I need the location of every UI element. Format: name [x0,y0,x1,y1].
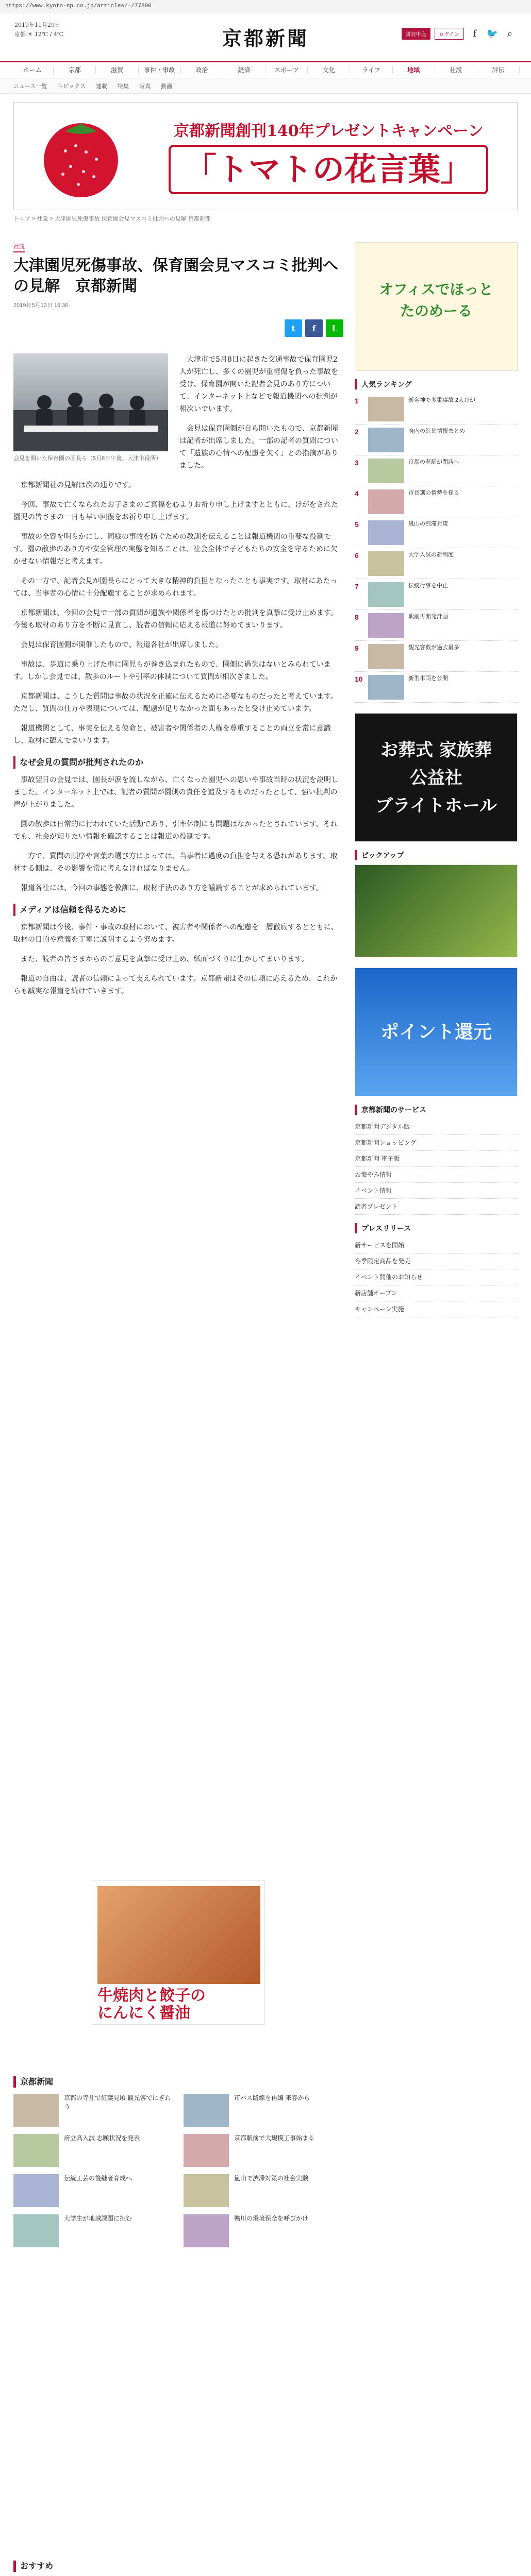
ranking-list [355,394,518,703]
ranking-number: 5 [355,520,359,529]
line-share-icon[interactable]: L [326,319,343,337]
ranking-number: 2 [355,428,359,436]
press-link[interactable]: 冬季限定商品を発売 [355,1253,518,1269]
sidebar-ad-2[interactable] [355,713,518,842]
sub-nav [0,78,531,94]
service-link[interactable]: 京都新聞デジタル版 [355,1119,518,1135]
recommend-section [13,2561,343,2576]
article-paragraph: 報道の自由は、読者の信頼によって支えられています。京都新聞はその信頼に応えるため、これからも誠実な報道を続けていきます。 [13,975,338,995]
sidebar [355,242,518,1317]
article-body [13,353,343,997]
search-icon[interactable]: ⌕ [507,28,513,39]
ranking-title: 人気ランキング [355,379,518,389]
article-paragraph: 京都新聞は、こうした質問は事故の状況を正確に伝えるために必要なものだったと考えています。ただし、質問の仕方や表現については、配慮が足りなかった面もあったと受け止めています。 [13,692,338,713]
section-title: おすすめ [13,2561,343,2572]
banner-title: 「トマトの花言葉」 [169,145,488,194]
people-icon [13,353,168,451]
list-item[interactable] [13,2094,173,2127]
subnav-item[interactable]: 写真 [139,83,151,90]
list-item[interactable] [184,2174,343,2207]
ranking-item[interactable] [355,517,518,548]
ranking-thumbnail [368,397,404,421]
facebook-icon[interactable]: f [473,28,477,39]
share-buttons [285,319,343,337]
header-actions [402,27,517,40]
list-item-title: 伝統工芸の後継者育成へ [64,2175,132,2182]
nav-item[interactable]: 事件・事故 [139,66,181,74]
sidebar-ad-3[interactable] [355,968,518,1096]
thumbnail-image [184,2174,229,2207]
ranking-thumbnail [368,551,404,576]
photo-caption: 会見を開いた保育園の園長ら（5月8日午後、大津市役所） [13,455,162,462]
subscribe-button[interactable]: 購読申込 [402,28,430,40]
ranking-item[interactable] [355,486,518,517]
thumbnail-image [184,2134,229,2167]
article-photo[interactable] [13,353,168,463]
list-item-title: 嵐山で渋滞対策の社会実験 [234,2175,309,2182]
ranking-thumbnail [368,644,404,669]
ad-food-image [97,1886,260,1984]
ranking-item[interactable] [355,425,518,455]
ranking-title-text: 大学入試の新制度 [408,552,454,558]
thumbnail-image [13,2134,59,2167]
ranking-title-text: 伝統行事を中止 [408,583,448,589]
press-link[interactable]: 新店舗オープン [355,1285,518,1301]
ranking-number: 8 [355,613,359,621]
service-link[interactable]: 京都新聞ショッピング [355,1135,518,1151]
header-date: 2019年11月29日 [14,22,60,28]
press-conference-photo [13,353,168,451]
thumbnail-image [184,2094,229,2127]
article-paragraph: 園の散歩は日常的に行われていた活動であり、引率体制にも問題はなかったとされています。それでも、社会が知りたい情報を確認することは報道の役割です。 [13,820,338,841]
article-date: 2019年5月13日 16:36 [13,302,69,309]
ranking-title-text: 京都の老舗が閉店へ [408,459,459,465]
article-paragraph: 今回、事故で亡くなられたお子さまのご冥福を心よりお祈り申し上げますとともに、けがをされた園児の皆さまの一日も早い回復をお祈り申し上げます。 [13,501,338,521]
banner-headline: 京都新聞創刊140年プレゼントキャンペーン [174,122,484,140]
site-header [0,13,531,61]
ranking-thumbnail [368,613,404,638]
list-item[interactable] [13,2134,173,2167]
header-info [14,21,138,39]
nav-item[interactable]: スポーツ [266,66,308,74]
nav-item[interactable]: 京都 [54,66,96,74]
article-paragraph: 事故の全容を明らかにし、同様の事故を防ぐための教訓を伝えることは報道機関の重要な役割です。園の散歩のあり方や安全管理の実態を知ることは、社会全体で子どもたちの安全を守るために欠かせない情報だと考えます。 [13,533,338,566]
services-title: 京都新聞のサービス [355,1105,518,1115]
list-item-title: 鴨川の環境保全を呼びかけ [234,2215,309,2222]
ranking-title-text: 嵐山の渋滞対策 [408,521,448,527]
service-link[interactable]: 京都新聞 電子版 [355,1151,518,1167]
subnav-item[interactable]: 特集 [117,83,129,90]
list-item[interactable] [13,2174,173,2207]
ranking-item[interactable] [355,579,518,610]
nav-item[interactable]: 滋賀 [96,66,138,74]
login-button[interactable]: ログイン [435,28,464,40]
article-subhead: メディアは信頼を得るために [13,904,343,916]
ad-mid-text: 牛焼肉と餃子の にんにく醤油 [97,1987,206,2022]
list-item-title: 大学生が地域課題に挑む [64,2215,132,2222]
breadcrumb: トップ > 社説 > 大津園児死傷事故 保育園会見マスコミ批判への見解 京都新聞 [13,216,211,222]
article-paragraph: 一方で、質問の順序や言葉の選び方によっては、当事者に過度の負担を与える恐れがあります。取材する側は、その影響を常に考えなければなりません。 [13,852,338,873]
thumbnail-image [184,2214,229,2247]
ranking-thumbnail [368,675,404,700]
ranking-item[interactable] [355,641,518,672]
ranking-number: 9 [355,644,359,652]
list-item-title: 市バス路線を再編 来春から [234,2094,310,2102]
ranking-title-text: 観光客数が過去最多 [408,645,459,651]
list-item-title: 府立高入試 志願状況を発表 [64,2134,140,2142]
global-nav [0,61,531,78]
ranking-title-text: 府内の紅葉情報まとめ [408,428,465,434]
nav-item[interactable]: 文化 [308,66,350,74]
article-paragraph: 会見は保育園側が開催したもので、報道各社が出席しました。 [21,641,223,649]
thumbnail-image [13,2094,59,2127]
service-link[interactable]: 読者プレゼント [355,1199,518,1215]
nav-item[interactable]: 社説 [435,66,477,74]
nav-item[interactable]: ホーム [11,66,54,74]
main-column [13,242,343,2576]
article-paragraph: 報道機関として、事実を伝える使命と、被害者や関係者の人権を尊重することの両立を常に意識し、取材に臨んでまいります。 [13,724,331,745]
services-list [355,1119,518,1215]
service-link[interactable]: お悔やみ情報 [355,1167,518,1183]
article-paragraph: 京都新聞は今後、事件・事故の取材において、被害者や関係者への配慮を一層徹底するとともに、取材の目的や意義を丁寧に説明するよう努めます。 [13,923,338,944]
ranking-number: 6 [355,551,359,560]
ranking-title-text: 新型車両を公開 [408,675,448,682]
ranking-thumbnail [368,459,404,483]
sidebar-ad-1-text: オフィスでほっと たのめーる [379,281,493,319]
ranking-thumbnail [368,489,404,514]
article-paragraph: 大津市で5月8日に起きた交通事故で保育園児2人が死亡し、多くの園児が重軽傷を負った事故を受け、保育園が開いた記者会見のあり方について、インターネット上などで報道機関への批判が相次いでいます。 [179,355,338,413]
subnav-item[interactable]: 動画 [160,83,172,90]
press-link[interactable]: キャンペーン実施 [355,1301,518,1317]
thumbnail-image [13,2214,59,2247]
section-title: 京都新聞 [13,2076,343,2088]
section-grid [13,2094,343,2247]
nav-item[interactable]: 政治 [181,66,223,74]
subnav-item[interactable]: ニュース一覧 [13,83,47,90]
ranking-item[interactable] [355,455,518,486]
ranking-number: 7 [355,582,359,590]
recommend-section [13,2076,343,2247]
press-link[interactable]: 新サービスを開始 [355,1238,518,1253]
ranking-item[interactable] [355,610,518,641]
ranking-number: 4 [355,489,359,498]
ranking-number: 3 [355,459,359,467]
list-item[interactable] [184,2094,343,2127]
ranking-number: 1 [355,397,359,405]
press-link[interactable]: イベント開催のお知らせ [355,1269,518,1285]
list-item-title: 京都駅前で大規模工事始まる [234,2134,315,2142]
ranking-thumbnail [368,520,404,545]
tomato-icon [35,110,127,202]
nav-item[interactable]: 経済 [223,66,266,74]
article-title: 大津園児死傷事故、保育園会見マスコミ批判への見解 京都新聞 [13,257,338,295]
facebook-share-icon[interactable]: f [305,319,323,337]
pickup-image[interactable] [355,865,518,957]
list-item[interactable] [13,2214,173,2247]
nav-item[interactable]: 評伝 [477,66,520,74]
pickup-title: ピックアップ [355,850,518,860]
article-paragraph: その一方で、記者会見が園長らにとって大きな精神的負担となったことも事実です。取材にあたっては、当事者の心情に十分配慮することが求められます。 [13,577,338,598]
subnav-item[interactable]: 連載 [95,83,107,90]
nav-item[interactable]: 地域 [393,66,435,74]
twitter-icon[interactable]: 🐦 [486,28,499,39]
service-link[interactable]: イベント情報 [355,1183,518,1199]
ranking-item[interactable] [355,394,518,425]
ranking-item[interactable] [355,672,518,703]
article-category[interactable]: 社説 [13,242,25,252]
twitter-share-icon[interactable]: t [285,319,302,337]
list-item-title: 京都の寺社で紅葉見頃 観光客でにぎわう [64,2094,171,2110]
thumbnail-image [13,2174,59,2207]
article-paragraph: また、読者の皆さまからのご意見を真摯に受け止め、紙面づくりに生かしてまいります。 [21,955,309,963]
header-weather: 京都 ☀ 12℃ / 4℃ [14,31,64,38]
article-paragraph: 京都新聞は、今回の会見で一部の質問が遺族や関係者を傷つけたとの批判を真摯に受け止めます。今後も取材のあり方を不断に見直し、読者の信頼に応える報道に努めてまいります。 [13,609,338,630]
press-list [355,1238,518,1317]
ad-mid[interactable] [92,1880,265,2025]
list-item[interactable] [184,2134,343,2167]
ranking-title-text: 市長選の情勢を探る [408,490,459,496]
ranking-title-text: 駅前再開発計画 [408,614,448,620]
article-paragraph: 会見は保育園側が自ら開いたもので、京都新聞は記者が出席しました。一部の記者の質問について「遺族の心情への配慮を欠く」との指摘がありました。 [179,425,338,470]
campaign-banner[interactable] [13,102,518,210]
subnav-item[interactable]: トピックス [57,83,86,90]
article-paragraph: 事故翌日の会見では、園長が涙を流しながら、亡くなった園児への思いや事故当時の状況を説明しました。インターネット上では、記者の質問が園側の責任を追及するものだったとして、強い批判の声が上がりました。 [13,776,338,809]
article-paragraph: 京都新聞社の見解は次の通りです。 [21,481,136,489]
article-paragraph: 報道各社には、今回の事態を教訓に、取材手法のあり方を議論することが求められています。 [21,884,323,892]
sidebar-ad-2-text: お葬式 家族葬 公益社 ブライトホール [375,740,497,816]
sidebar-ad-1[interactable] [355,242,518,371]
ranking-title-text: 新名神で多重事故 2人けが [408,397,476,403]
nav-item[interactable]: ライフ [350,66,392,74]
ranking-thumbnail [368,428,404,452]
ranking-thumbnail [368,582,404,607]
list-item[interactable] [184,2214,343,2247]
press-title: プレスリリース [355,1223,518,1233]
article-subhead: なぜ会見の質問が批判されたのか [13,756,343,769]
ranking-number: 10 [355,675,363,683]
ranking-item[interactable] [355,548,518,579]
site-logo[interactable]: 京都新聞 [222,27,309,50]
article-paragraph: 事故は、歩道に乗り上げた車に園児らが巻き込まれたもので、園側に過失はないとみられています。しかし会見では、散歩のルートや引率の体制について質問が相次ぎました。 [13,660,331,681]
address-bar[interactable]: https://www.kyoto-np.co.jp/articles/-/77890 [0,0,531,13]
sidebar-ad-3-text: ポイント還元 [380,1021,492,1043]
